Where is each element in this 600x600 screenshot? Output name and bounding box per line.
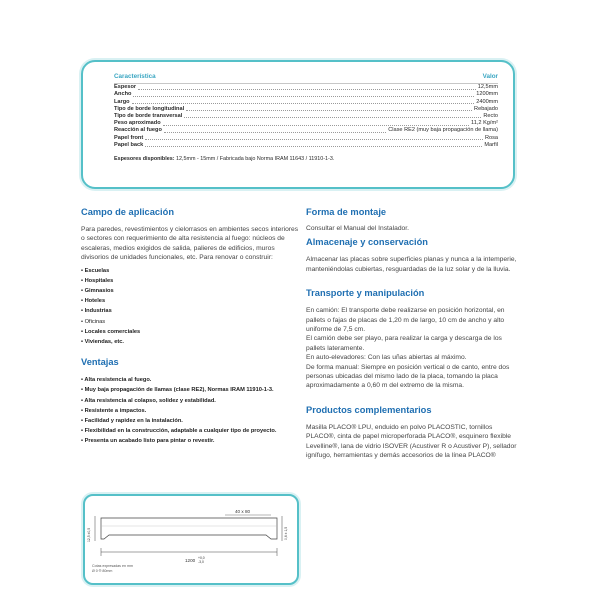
montaje-text: Consultar el Manual del Instalador. [306, 225, 409, 232]
drawing-note-line-2: Ø 0 ® 80mm [92, 568, 113, 573]
spec-row-leader [184, 117, 481, 118]
transporte-title: Transporte y manipulación [306, 288, 425, 299]
list-item: • Hospitales [81, 276, 303, 286]
spec-row-value: Recto [483, 112, 498, 119]
list-item: • Industrias [81, 306, 303, 316]
board-profile-drawing [83, 494, 299, 585]
spec-row-leader [164, 132, 386, 133]
spec-row-value: 1200mm [476, 91, 498, 98]
list-item: • Viviendas, etc. [81, 337, 303, 347]
spec-row [114, 127, 498, 134]
right-column [306, 207, 518, 461]
spec-footer-text: 12,5mm - 15mm / Fabricada bajo Norma IRAM 11643 / 11910-1-3. [176, 155, 335, 162]
spec-table [81, 60, 515, 189]
transporte-line-1: En camión: El transporte debe realizarse en posición horizontal, en pallets o fajas de placas de 1,20 m de largo, 10 cm de ancho y alto uniforme de 7,5 cm. [306, 307, 505, 334]
list-item: • Resistente a impactos. [81, 406, 303, 416]
spec-row-leader [163, 125, 469, 126]
spec-header-feature: Característica [114, 73, 156, 80]
campo-title: Campo de aplicación [81, 207, 174, 217]
transporte-line-3: En auto-elevadores: Con las uñas abiertas al máximo. [306, 354, 467, 362]
spec-row-leader [186, 110, 472, 111]
spec-row-leader [138, 89, 476, 90]
width-tol-bottom: -3,0 [198, 560, 204, 564]
transporte-line-2: El camión debe ser playo, para realizar la carga y descarga de los pallets lateramente. [306, 335, 502, 352]
almacenaje-text: Almacenar las placas sobre superficies planas y nunca a la intemperie, manteniéndolas cubiertas, resguardadas de la luz solar y de la lluvia. [306, 256, 517, 273]
campo-text: Para paredes, revestimientos y cielorrasos en ambientes secos interiores o sectores con requerimiento de alta resistencia al fuego: núcleos de escaleras, medios exigidos de salida, palieres de edificios, muros divisorios de unidades funcionales, etc. Para renovar o construir: [81, 226, 299, 262]
spec-footer-label: Espesores disponibles: [114, 155, 175, 162]
drawing-note-line-1: Cotas expresadas en mm [92, 564, 133, 568]
ventajas-title: Ventajas [81, 357, 119, 368]
spec-row-value: 12,5mm [477, 84, 498, 91]
spec-row [114, 142, 498, 149]
list-item: • Presenta un acabado listo para pintar o revestir. [81, 436, 303, 446]
spec-row-label: Tipo de borde transversal [114, 112, 183, 119]
campo-list [81, 266, 303, 348]
spec-header-value: Valor [482, 73, 498, 80]
spec-row [114, 113, 498, 120]
list-item: • Locales comerciales [81, 327, 303, 337]
width-dim-label: 1200 [185, 558, 196, 563]
ventajas-list [81, 375, 303, 446]
spec-row-label: Largo [114, 98, 130, 105]
board-section-outline [101, 518, 277, 539]
spec-row-leader [145, 139, 483, 140]
spec-row-label: Reacción al fuego [114, 127, 162, 134]
edge-dim-label: 40 x 80 [235, 509, 251, 514]
spec-rows [114, 84, 498, 149]
spec-table-header [114, 73, 498, 84]
spec-row-leader [145, 146, 482, 147]
spec-footer [114, 156, 498, 162]
list-item: • Flexibilidad en la construcción, adaptable a cualquier tipo de proyecto. [81, 426, 303, 436]
list-item: • Gimnasios [81, 286, 303, 296]
list-item: • Alta resistencia al colapso, solidez y estabilidad. [81, 396, 303, 406]
list-item: • Oficinas [81, 317, 303, 327]
list-item: • Escuelas [81, 266, 303, 276]
spec-row-value: Clase RE2 (muy baja propagación de llama) [388, 127, 498, 134]
spec-row-value: 11,2 Kg/m² [471, 120, 498, 127]
spec-row-value: 2400mm [476, 98, 498, 105]
spec-row-label: Papel front [114, 134, 144, 141]
spec-row-leader [133, 96, 474, 97]
spec-row-leader [132, 103, 475, 104]
list-item: • Facilidad y rapidez en la instalación. [81, 416, 303, 426]
left-column [81, 207, 303, 447]
spec-row-label: Ancho [114, 91, 132, 98]
spec-row-value: Rosa [484, 134, 498, 141]
productos-title: Productos complementarios [306, 404, 432, 415]
list-item: • Hoteles [81, 296, 303, 306]
list-item: • Alta resistencia al fuego. [81, 375, 303, 385]
spec-row-label: Papel back [114, 141, 144, 148]
transporte-line-4: De forma manual: Siempre en posición vertical o de canto, entre dos personas ubicadas del mismo lado de la placa, tomando la placa aproximadamente a 0,60 m del extremo de la misma. [306, 363, 510, 390]
spec-row [114, 84, 498, 91]
spec-row-value: Marfil [484, 141, 498, 148]
spec-row [114, 134, 498, 141]
left-dim-label: 12,5 ±0,5 [87, 527, 91, 542]
list-item: • Muy baja propagación de llamas (clase RE2), Normas IRAM 11910-1-3. [81, 385, 303, 395]
montaje-title: Forma de montaje [306, 207, 387, 217]
productos-text: Masilla PLACO® LPU, enduido en polvo PLACOSTIC, tornillos PLACO®, cinta de papel microperforada PLACO®, esquinero flexible Levelline®, lana de vidrio ISOVER (Acustiver R o Acustiver P), sellador ignífugo, herramientas y demás accesorios de la línea PLACO® [306, 423, 517, 460]
spec-row [114, 106, 498, 113]
width-tol-top: +0,0 [198, 556, 205, 560]
almacenaje-title: Almacenaje y conservación [306, 237, 428, 248]
spec-row [114, 91, 498, 98]
spec-row-label: Tipo de borde longitudinal [114, 105, 185, 112]
spec-row [114, 98, 498, 105]
spec-row-label: Espesor [114, 84, 137, 91]
spec-row-label: Peso aproximado [114, 120, 161, 127]
right-dim-label: 0,6 ± 1,5 [284, 526, 288, 540]
spec-row-value: Rebajado [474, 105, 498, 112]
drawing-note [92, 564, 133, 573]
spec-row [114, 120, 498, 127]
